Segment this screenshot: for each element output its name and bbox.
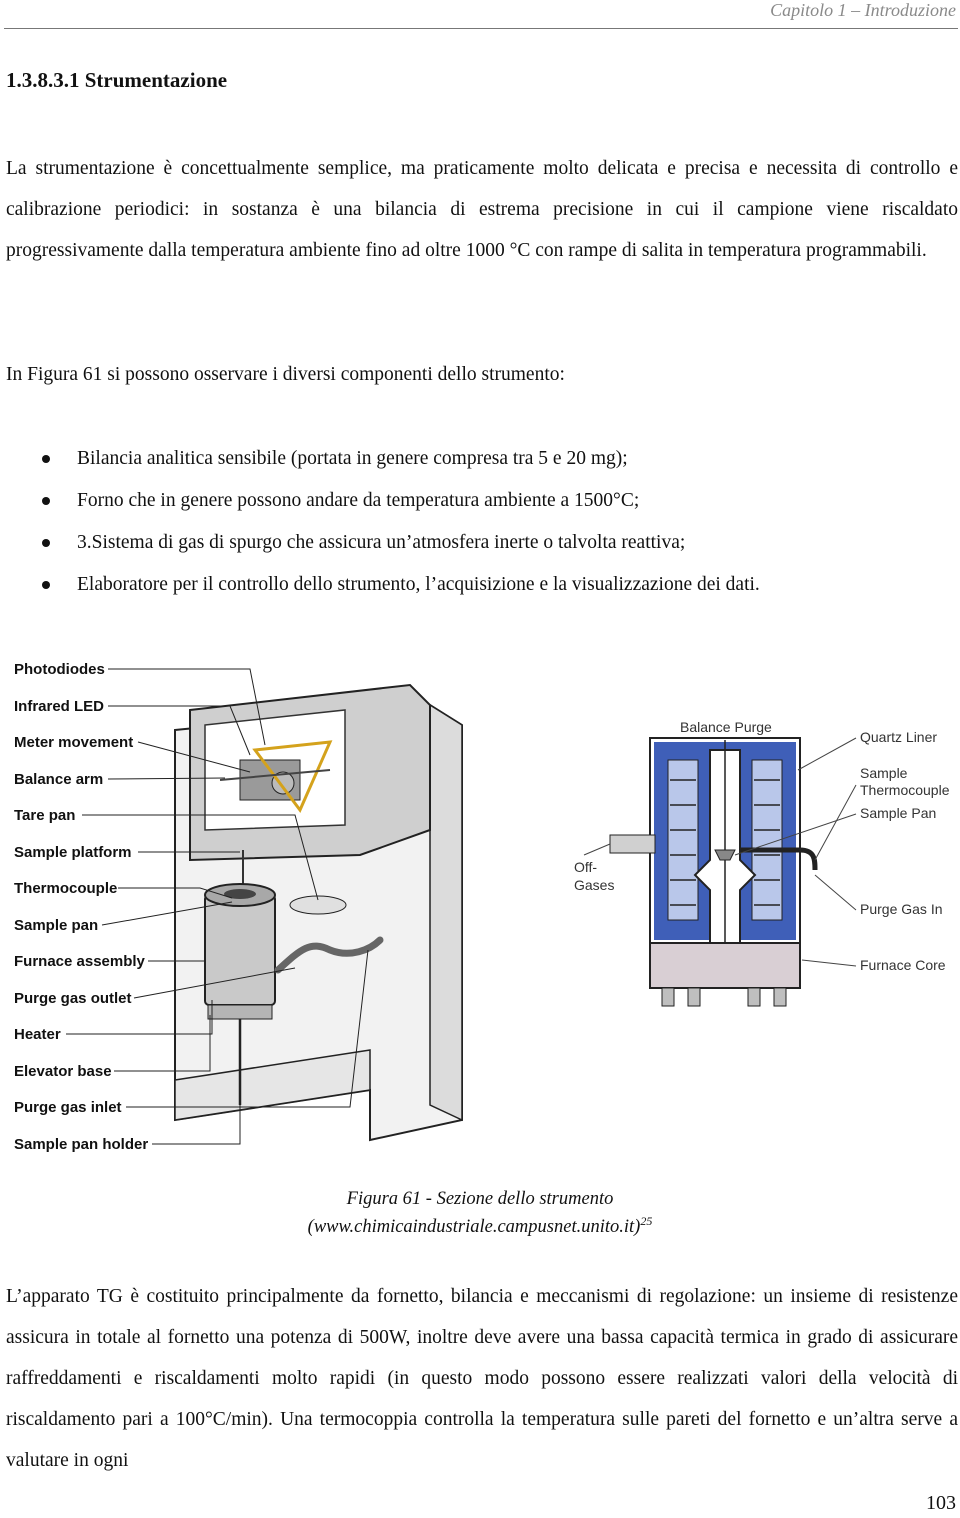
figure-label: Sample Pan [860, 805, 937, 821]
figure-caption: Figura 61 - Sezione dello strumento [346, 1189, 614, 1209]
figure-label: Off- [574, 859, 598, 875]
figure-label: Photodiodes [14, 661, 105, 678]
instrument-cutaway-figure [0, 650, 470, 1160]
cabinet-side [430, 705, 462, 1120]
figure-label: Sample [860, 765, 908, 781]
intro-paragraph: La strumentazione è concettualmente semplice, ma praticamente molto delicata e precisa e necessita di controllo e calibrazione periodici: in sostanza è una bilancia di estrema precisione in cui il campione viene riscaldato progressivamente dalla temperatura ambiente fino ad oltre 1000 °C con rampe di salita in temperatura programmabili. [6, 158, 958, 261]
bullet-icon [42, 497, 50, 505]
page-header [0, 0, 960, 30]
figure-label: Thermocouple [14, 880, 118, 897]
figure-label: Tare pan [14, 807, 76, 824]
figure-label: Furnace assembly [14, 953, 145, 970]
header-rule [4, 28, 958, 29]
footnote-marker: 25 [640, 1214, 653, 1228]
list-item: Forno che in genere possono andare da temperatura ambiente a 1500°C; [0, 480, 960, 522]
bullet-icon [42, 455, 50, 463]
figure-label: Infrared LED [14, 698, 105, 715]
component-list [0, 438, 960, 606]
off-gas-fitting [610, 835, 655, 853]
bullet-icon [42, 581, 50, 589]
figure-source: (www.chimicaindustriale.campusnet.unito.it)$^{25}$ [307, 1214, 653, 1238]
figure-label: Sample pan [14, 917, 99, 934]
right-heating-coil [752, 760, 782, 920]
figure-label: Balance arm [14, 771, 104, 788]
figure-label: Elevator base [14, 1063, 112, 1080]
figure-label: Furnace Core [860, 957, 946, 973]
furnace-shape [205, 895, 275, 1005]
furnace-base [650, 943, 800, 988]
figure-label: Purge gas outlet [14, 990, 132, 1007]
figure-label: Sample platform [14, 844, 132, 861]
figure-label: Meter movement [14, 734, 134, 751]
section-title: 1.3.8.3.1 Strumentazione [6, 68, 228, 92]
figure-label: Heater [14, 1026, 61, 1043]
elevator-base-shape [208, 1005, 272, 1019]
figure-reference-paragraph: In Figura 61 si possono osservare i diversi componenti dello strumento: [6, 364, 565, 385]
list-item: 3.Sistema di gas di spurgo che assicura un’atmosfera inerte o talvolta reattiva; [0, 522, 960, 564]
furnace-cross-section-figure [570, 710, 960, 1010]
figure-label: Gases [574, 877, 615, 893]
bullet-icon [42, 539, 50, 547]
figure-label: Thermocouple [860, 782, 950, 798]
left-heating-coil [668, 760, 698, 920]
page-number: 103 [926, 1492, 956, 1514]
figure-label: Quartz Liner [860, 729, 938, 745]
running-head: Capitolo 1 – Introduzione [770, 0, 956, 20]
list-item: Bilancia analitica sensibile (portata in genere compresa tra 5 e 20 mg); [0, 438, 960, 480]
figure-label: Purge Gas In [860, 901, 943, 917]
list-item: Elaboratore per il controllo dello strumento, l’acquisizione e la visualizzazione dei dati. [0, 564, 960, 606]
figure-label: Purge gas inlet [14, 1099, 122, 1116]
figure-label: Balance Purge [680, 719, 772, 735]
figure-label: Sample pan holder [14, 1136, 149, 1153]
base-pins [662, 988, 786, 1006]
closing-paragraph: L’apparato TG è costituito principalmente da fornetto, bilancia e meccanismi di regolazione: un insieme di resistenze assicura in totale al fornetto una potenza di 500W, inoltre deve avere una bassa capacità termica in grado di assicurare raffreddamenti e riscaldamenti molto rapidi (in questo modo possono essere realizzati valori della velocità di riscaldamento pari a 100°C/min). Una termocoppia controlla la temperatura sulle pareti del fornetto e un’altra serve a valutare in ogni [6, 1286, 958, 1471]
